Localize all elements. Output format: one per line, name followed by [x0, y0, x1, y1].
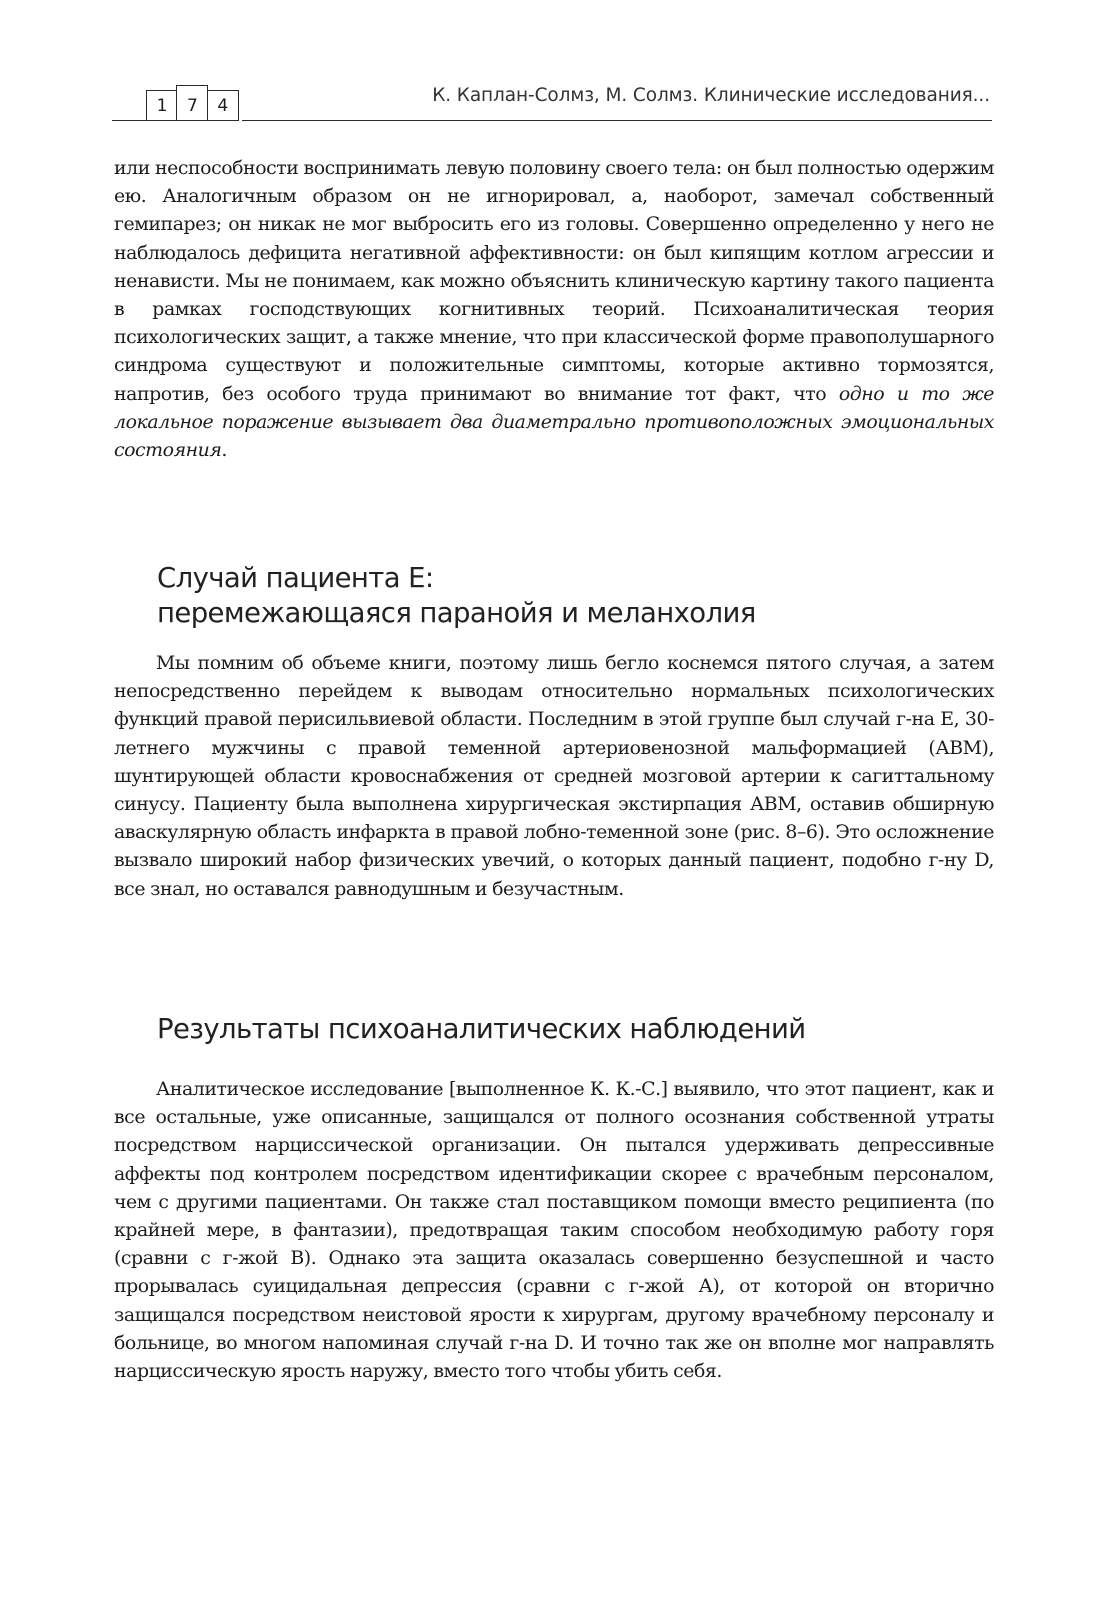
section-heading-case-e-line1: Случай пациента Е:	[157, 562, 434, 594]
paragraph-1-block	[114, 154, 994, 464]
running-title: К. Каплан-Солмз, М. Солмз. Клинические исследования...	[432, 85, 990, 106]
section-heading-case-e-line2: перемежающаяся паранойя и меланхолия	[157, 597, 756, 629]
paragraph-3-block	[114, 1075, 994, 1385]
paragraph-1-text: или неспособности воспринимать левую половину своего тела: он был полностью одержим ею. Аналогичным образом он не игнорировал, а, наоборот, замечал собственный гемипарез; он никак не мог выбросить его из головы. Совершенно определенно у него не наблюдалось дефицита негативной аффективности: он был кипящим котлом агрессии и ненависти. Мы не понимаем, как можно объяснить клиническую картину такого пациента в рамках господствующих когнитивных теорий. Психоаналитическая теория психологических защит, а также мнение, что при классической форме правополушарного синдрома существуют и положительные симптомы, которые активно тормозятся, напротив, без особого труда принимают во внимание тот факт, что	[114, 157, 994, 405]
header-rule-left	[112, 120, 146, 121]
page-number-digit-1: 1	[146, 90, 178, 121]
section-heading-case-e	[157, 561, 756, 631]
paragraph-1	[114, 154, 994, 464]
paragraph-3: Аналитическое исследование [выполненное К. К.-С.] выявило, что этот пациент, как и все остальные, уже описанные, защищался от полного осознания собственной утраты посредством нарциссической организации. Он пытался удерживать депрессивные аффекты под контролем посредством идентификации скорее с врачебным персоналом, чем с другими пациентами. Он также стал поставщиком помощи вместо реципиента (по крайней мере, в фантазии), предотвращая таким способом необходимую работу горя (сравни с г-жой В). Однако эта защита оказалась совершенно безуспешной и часто прорывалась суицидальная депрессия (сравни с г-жой А), от которой он вторично защищался посредством неистовой ярости к хирургам, другому врачебному персоналу и больнице, во многом напоминая случай г-на D. И точно так же он вполне мог направлять нарциссическую ярость наружу, вместо того чтобы убить себя.	[114, 1078, 994, 1383]
paragraph-2-block	[114, 649, 994, 903]
paragraph-1-end: .	[221, 439, 227, 462]
paragraph-2: Мы помним об объеме книги, поэтому лишь бегло коснемся пятого случая, а затем непосредственно перейдем к выводам относительно нормальных психологических функций правой перисильвиевой области. Последним в этой группе был случай г-на Е, 30-летнего мужчины с правой теменной артериовенозной мальформацией (АВМ), шунтирующей области кровоснабжения от средней мозговой артерии к сагиттальному синусу. Пациенту была выполнена хирургическая экстирпация АВМ, оставив обширную аваскулярную область инфаркта в правой лобно-теменной зоне (рис. 8–6). Это осложнение вызвало широкий набор физических увечий, о которых данный пациент, подобно г-ну D, все знал, но оставался равнодушным и безучастным.	[114, 652, 994, 900]
page-number-digit-3: 4	[207, 90, 239, 121]
page-number	[146, 90, 237, 121]
paragraph-1-italic: одно и то же локальное поражение вызывает два диаметрально противоположных эмоциональных состояния	[114, 382, 994, 462]
header-rule-right	[242, 120, 992, 121]
running-header	[112, 82, 992, 126]
section-heading-results: Результаты психоаналитических наблюдений	[157, 1013, 806, 1045]
page-number-digit-2: 7	[176, 85, 208, 121]
